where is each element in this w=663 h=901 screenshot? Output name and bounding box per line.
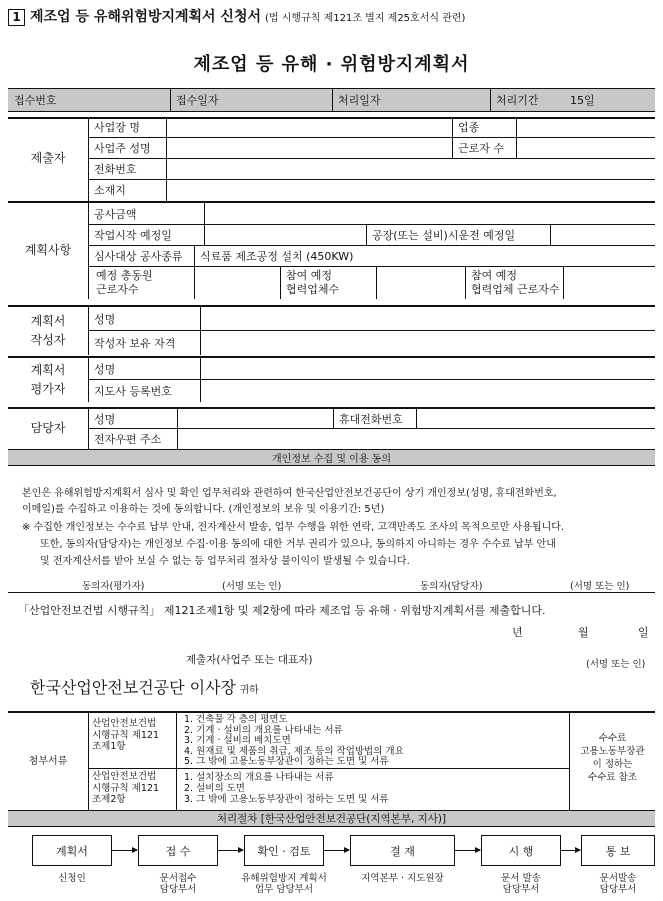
start-date-label: 작업시작 예정일 <box>94 229 172 242</box>
workplace-name-field[interactable] <box>168 117 450 137</box>
phone-label: 전화번호 <box>94 163 137 176</box>
flow-actor-execution <box>471 873 571 895</box>
fee-note-line3: 이 정하는 <box>592 759 633 770</box>
workplace-name-label: 사업장 명 <box>94 121 141 134</box>
attachment-group1-law <box>92 718 176 753</box>
total-mobilized-line1: 예정 총동원 <box>96 269 153 282</box>
flow-actor-notify <box>573 873 663 895</box>
attachment-item: 2. 기계 · 설비의 개요를 나타내는 서류 <box>184 724 343 736</box>
trial-date-label: 공장(또는 설비)시운전 예정일 <box>372 229 516 242</box>
owner-name-label: 사업주 성명 <box>94 142 151 155</box>
flow-actor-execution-line2: 담당부서 <box>502 884 540 895</box>
evaluator-registration-label: 지도사 등록번호 <box>94 384 172 398</box>
flow-arrow <box>561 850 580 851</box>
attachment-group2-law-line1: 산업안전보건법 <box>92 771 157 782</box>
attachment-item: 3. 그 밖에 고용노동부장관이 정하는 도면 및 서류 <box>184 794 389 805</box>
consent-note-2: 또한, 동의자(담당자)는 개인정보 수집·이용 동의에 대한 거부 권리가 있으나, 동의하지 아니하는 경우 수수료 납부 안내 <box>40 539 556 550</box>
evaluator-name-label: 성명 <box>94 362 116 376</box>
owner-name-field[interactable] <box>168 138 450 158</box>
evaluator-section-line2: 평가자 <box>30 382 66 396</box>
email-field[interactable] <box>179 429 653 449</box>
flow-actor-receipt <box>128 873 228 895</box>
attachment-group1-items <box>184 715 564 768</box>
flow-arrow <box>324 850 349 851</box>
receipt-number-label: 접수번호 <box>14 94 57 107</box>
flow-step-approval: 결 재 <box>350 835 455 866</box>
form-header <box>8 6 465 26</box>
flow-actor-approval: 지역본부 · 지도원장 <box>361 873 444 884</box>
attachment-item: 3. 기계 · 설비의 배치도면 <box>184 735 291 746</box>
form-number: 1 <box>8 9 25 26</box>
flow-step-receipt: 접 수 <box>138 835 218 866</box>
flow-step-notify: 통 보 <box>581 835 655 866</box>
evaluator-section-label <box>8 358 88 402</box>
applicant-section-label: 제출자 <box>30 151 66 166</box>
attachment-item: 5. 그 밖에 고용노동부장관이 정하는 도면 및 서류 <box>184 756 389 767</box>
writer-name-label: 성명 <box>94 312 116 326</box>
flow-actor-review-line1: 유해위험방지 계획서 <box>241 873 327 884</box>
consent-signer-evaluator: 동의자(평가자) <box>82 581 145 592</box>
declaration-text: 「산업안전보건법 시행규칙」 제121조제1항 및 제2항에 따라 제조업 등 유해 · 위험방지계획서를 제출합니다. <box>18 604 546 617</box>
consent-note-1: ※ 수집한 개인정보는 수수료 납부 안내, 전자계산서 발송, 업무 수행을 위한 연락, 고객만족도 조사의 목적으로만 사용됩니다. <box>22 522 565 533</box>
fee-note-line1: 수수료 <box>598 733 627 744</box>
review-type-label: 심사대상 공사종류 <box>94 250 183 263</box>
email-label: 전자우편 주소 <box>94 433 162 446</box>
partners-count-line1: 참여 예정 <box>286 269 333 282</box>
writer-name-field[interactable] <box>202 307 653 330</box>
business-type-label: 업종 <box>458 121 480 134</box>
evaluator-name-field[interactable] <box>202 358 653 379</box>
phone-field[interactable] <box>168 159 653 179</box>
procedure-bar: 처리절차 [한국산업안전보건공단(지역본부, 지사)] <box>8 810 655 827</box>
processing-period-label: 처리기간 <box>496 94 539 107</box>
writer-section-label <box>8 307 88 355</box>
construction-cost-field[interactable] <box>206 203 653 224</box>
processing-period-value: 15일 <box>570 94 595 107</box>
attachment-group2-items <box>184 772 564 805</box>
consent-paragraph-2: 이메일)를 수집하고 이용하는 것에 동의합니다. (개인정보의 보유 및 이용기간: 5년) <box>22 504 385 515</box>
review-type-value: 식료품 제조공정 설치 (450KW) <box>200 250 354 263</box>
attachment-group2-law-line3: 조제2항 <box>92 794 126 805</box>
consent-signer-contact: 동의자(담당자) <box>420 581 483 592</box>
date-day: 일 <box>638 626 649 639</box>
flow-actor-receipt-line2: 담당부서 <box>159 884 197 895</box>
flow-actor-notify-line1: 문서발송 <box>599 873 637 884</box>
flow-actor-applicant: 신청인 <box>58 873 86 884</box>
form-reference: (법 시행규칙 제121조 별지 제25호서식 관련) <box>265 13 466 24</box>
fee-note <box>570 732 655 784</box>
partners-count-label <box>282 267 382 299</box>
address-label: 소재지 <box>94 184 126 197</box>
fee-note-line4: 수수료 참조 <box>588 772 637 783</box>
flow-actor-review-line2: 업무 담당부서 <box>254 884 314 895</box>
attachment-group2-law-line2: 시행규칙 제121 <box>92 782 160 794</box>
attachment-item: 1. 건축물 각 층의 평면도 <box>184 714 288 725</box>
consent-signature-contact[interactable]: (서명 또는 인) <box>570 581 630 592</box>
mobile-label: 휴대전화번호 <box>339 412 403 426</box>
form-title: 제조업 등 유해위험방지계획서 신청서 <box>30 9 262 25</box>
date-year: 년 <box>512 626 523 639</box>
flow-actor-notify-line2: 담당부서 <box>599 884 637 895</box>
trial-date-field[interactable] <box>552 225 653 245</box>
processing-date-label: 처리일자 <box>338 94 381 107</box>
plan-section-label: 계획사항 <box>24 243 72 258</box>
consent-note-3: 및 전자계산서를 받아 보실 수 없는 등 업무처리 절차상 불이익이 발생될 수 있습니다. <box>40 556 410 567</box>
start-date-field[interactable] <box>206 225 364 245</box>
attachment-item: 2. 설비의 도면 <box>184 783 245 794</box>
flow-actor-review <box>224 873 344 895</box>
recipient-suffix: 귀하 <box>239 685 259 696</box>
contact-name-field[interactable] <box>179 409 329 428</box>
writer-qualification-label: 작성자 보유 자격 <box>94 336 176 350</box>
document-title: 제조업 등 유해 · 위험방지계획서 <box>193 54 470 75</box>
consent-paragraph-1: 본인은 유해위험방지계획서 심사 및 확인 업무처리와 관련하여 한국산업안전보건공단이 상기 개인정보(성명, 휴대전화번호, <box>22 488 557 499</box>
attachment-group1-law-line2: 시행규칙 제121 <box>92 729 160 741</box>
partner-workers-line2: 협력업체 근로자수 <box>471 283 560 296</box>
fee-note-line2: 고용노동부장관 <box>580 746 645 757</box>
evaluator-section-line1: 계획서 <box>30 362 66 377</box>
writer-section-line2: 작성자 <box>30 333 66 347</box>
attachment-group2-law <box>92 771 176 806</box>
submitter-signature[interactable]: (서명 또는 인) <box>586 659 646 670</box>
mobile-field[interactable] <box>418 409 653 428</box>
evaluator-registration-field[interactable] <box>202 380 653 401</box>
flow-arrow <box>218 850 243 851</box>
date-month: 월 <box>578 626 589 639</box>
total-mobilized-label <box>92 267 192 299</box>
recipient-name: 한국산업안전보건공단 이사장 <box>30 678 237 697</box>
attachment-item: 1. 설치장소의 개요를 나타내는 서류 <box>184 772 334 783</box>
construction-cost-label: 공사금액 <box>94 207 137 221</box>
flow-actor-receipt-line1: 문서접수 <box>159 873 197 884</box>
writer-section-line1: 계획서 <box>30 313 66 328</box>
consent-signature-evaluator[interactable]: (서명 또는 인) <box>222 581 282 592</box>
partners-count-line2: 협력업체수 <box>286 283 340 296</box>
flow-arrow <box>455 850 480 851</box>
address-field[interactable] <box>168 180 653 200</box>
attachments-label: 첨부서류 <box>28 755 68 767</box>
flow-step-execution: 시 행 <box>481 835 561 866</box>
recipient <box>30 675 259 698</box>
partner-workers-line1: 참여 예정 <box>471 269 518 282</box>
consent-bar: 개인정보 수집 및 이용 동의 <box>8 449 655 466</box>
contact-section-label: 담당자 <box>30 421 66 436</box>
workers-count-label: 근로자 수 <box>458 142 505 155</box>
flow-arrow <box>112 850 137 851</box>
writer-qualification-field[interactable] <box>202 331 653 354</box>
flow-actor-execution-line1: 문서 발송 <box>501 873 541 884</box>
receipt-date-label: 접수일자 <box>176 94 219 107</box>
flow-step-plan: 계획서 <box>32 835 112 866</box>
total-mobilized-line2: 근로자수 <box>96 283 139 296</box>
attachment-group1-law-line1: 산업안전보건법 <box>92 718 157 729</box>
attachment-item: 4. 원재료 및 제품의 취급, 제조 등의 작업방법의 개요 <box>184 745 404 757</box>
workers-count-field[interactable] <box>518 138 653 158</box>
contact-name-label: 성명 <box>94 412 116 426</box>
submitter-label: 제출자(사업주 또는 대표자) <box>186 654 313 666</box>
flow-step-review: 확인 · 검토 <box>244 835 324 866</box>
partner-workers-label <box>467 267 567 299</box>
attachment-group1-law-line3: 조제1항 <box>92 741 126 752</box>
business-type-field[interactable] <box>518 117 653 137</box>
